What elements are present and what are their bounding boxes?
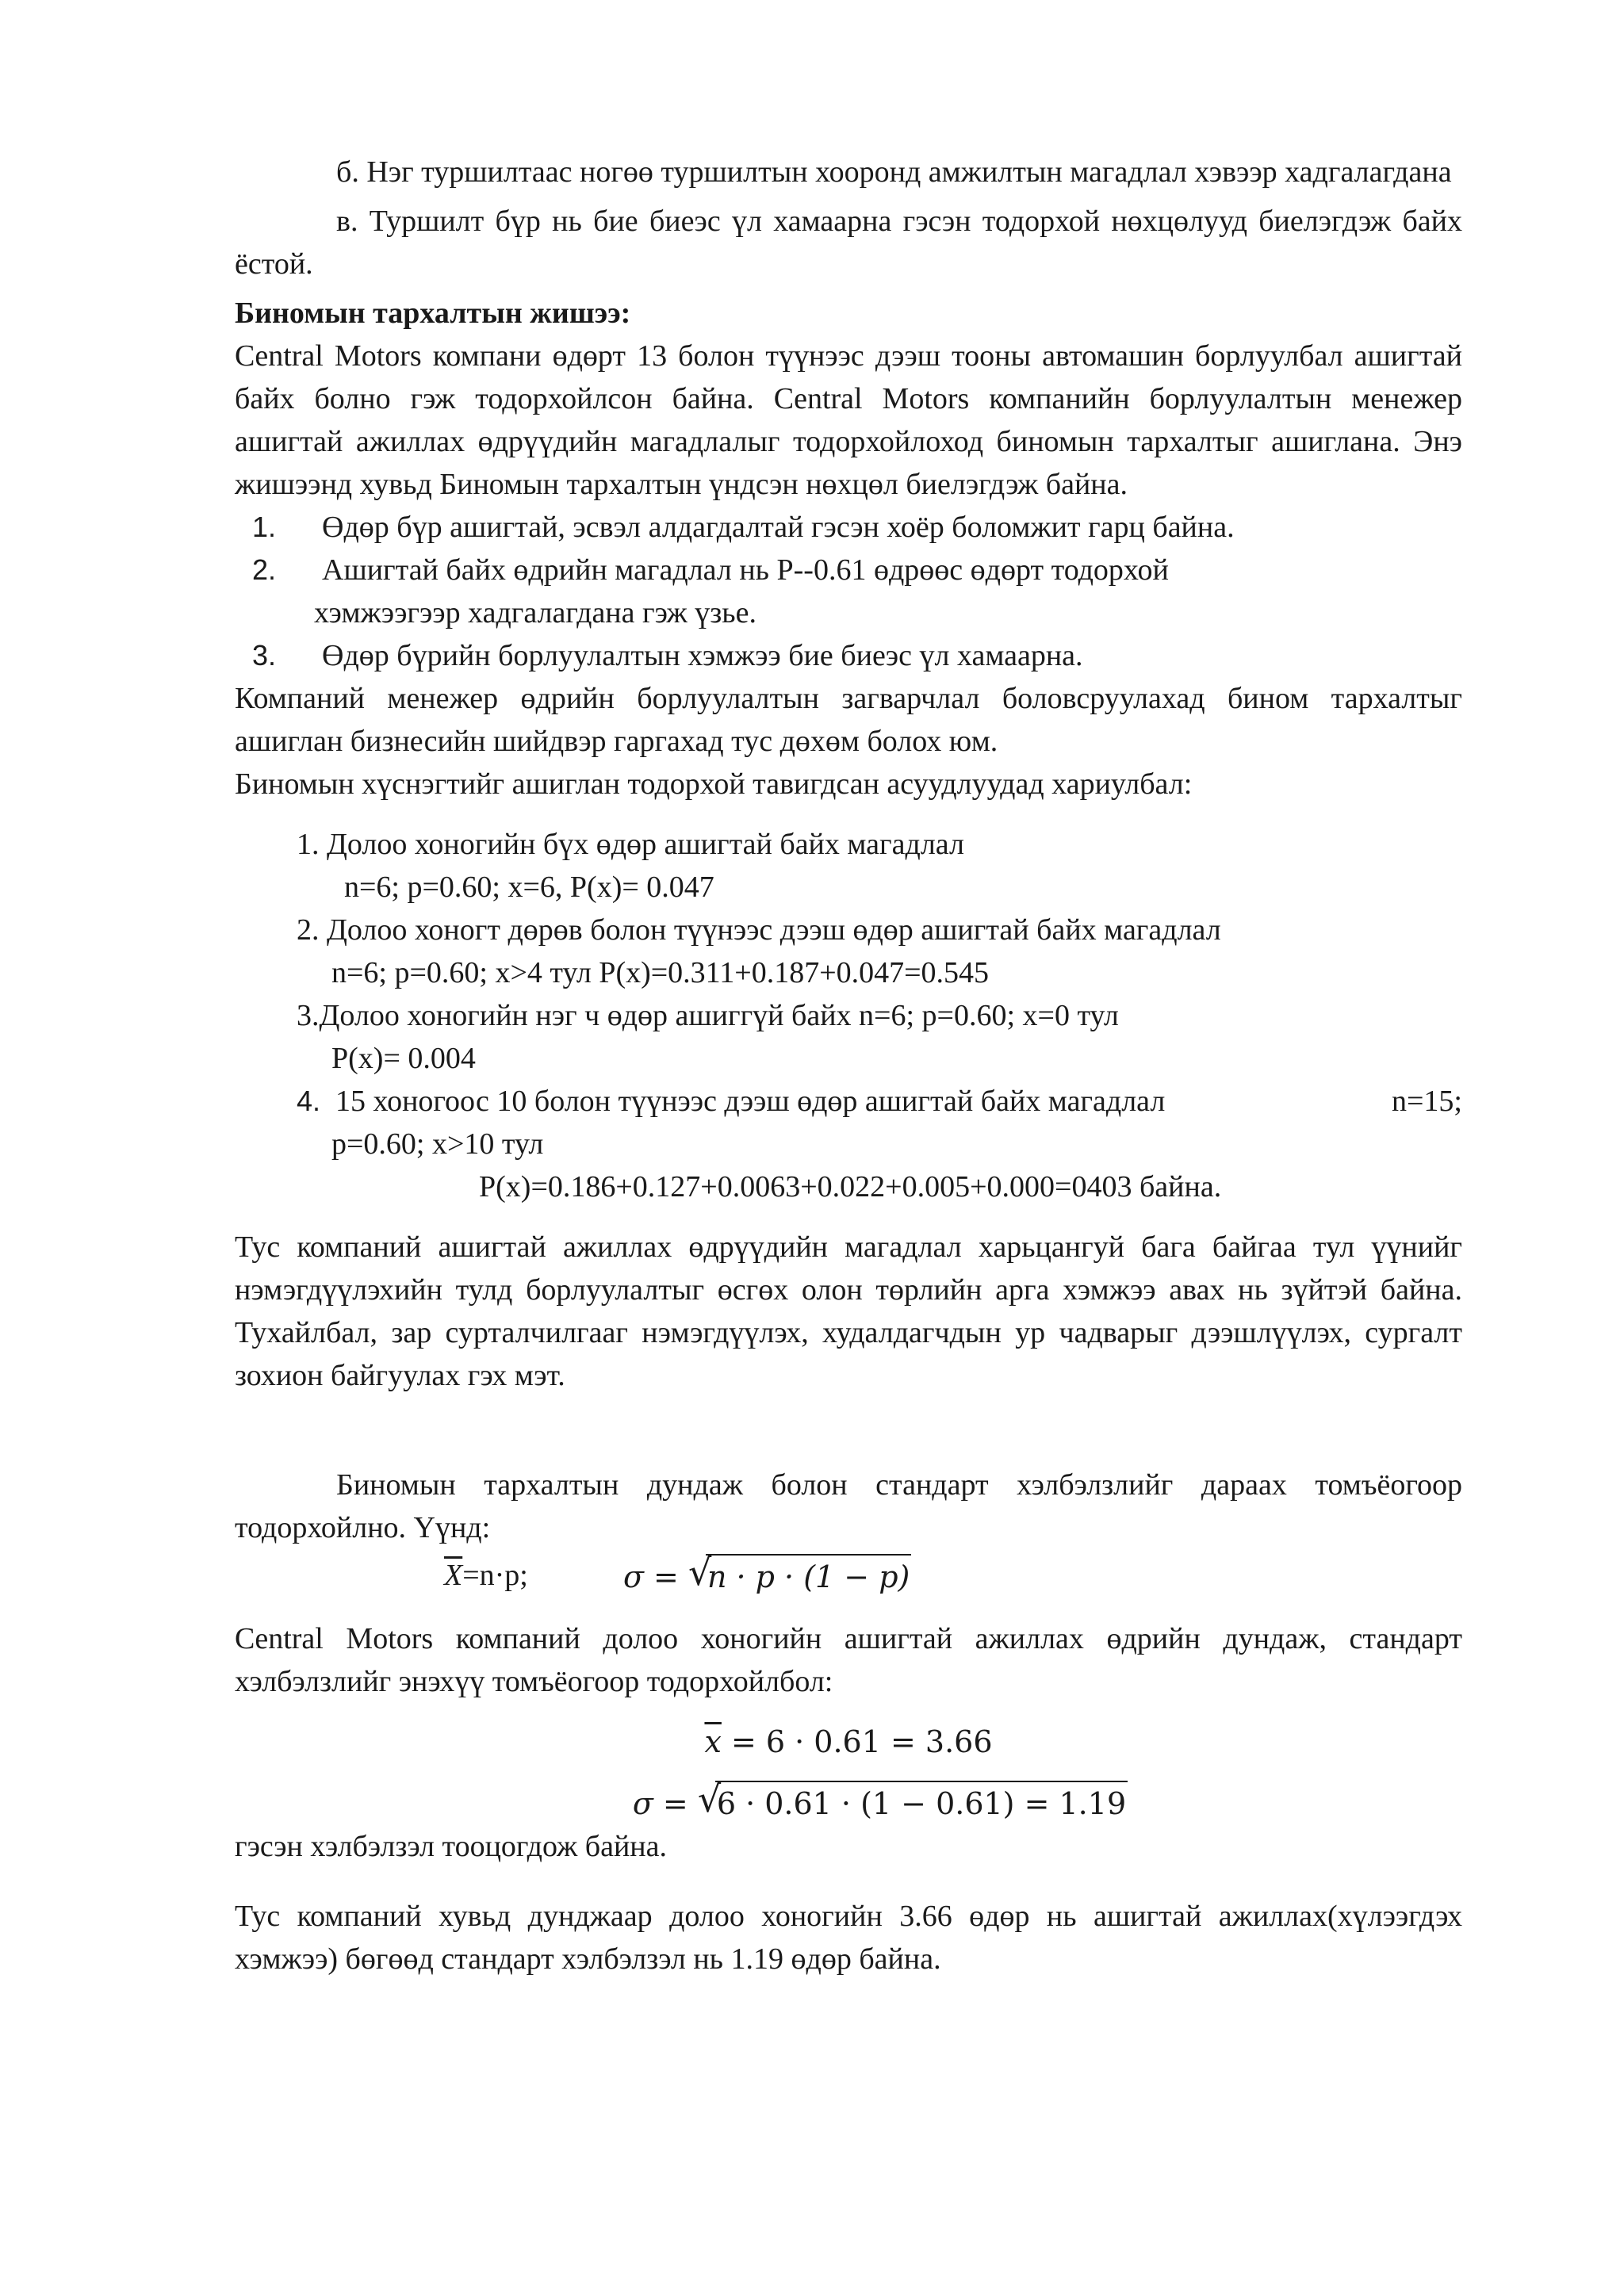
condition-v: в. Туршилт бүр нь бие биеэс үл хамаарна гэсэн тодорхой нөхцөлууд биелэгдэж байх ёстой. — [235, 205, 1462, 281]
list-text: Өдөр бүр ашигтай, эсвэл алдагдалтай гэсэн хоёр боломжит гарц байна. — [322, 511, 1235, 544]
condition-b: б. Нэг туршилтаас ногөө туршилтын хооронд амжилтын магадлал хэвээр хадгалагдана — [336, 155, 1452, 189]
manager-paragraph: Компаний менежер өдрийн борлуулалтын загварчлал боловсруулахад бином тархалтыг ашиглан бизнесийн шийдвэр гаргахад тус дөхөм болох юм. — [235, 682, 1462, 758]
list-continuation: хэмжээгээр хадгалагдана гэж үзье. — [314, 596, 756, 629]
mean-formula — [444, 1554, 528, 1597]
list-number: 1. — [252, 511, 277, 543]
question-4 — [297, 1080, 1462, 1123]
list-text: Ашигтай байх өдрийн магадлал нь P--0.61 өдрөөс өдөрт тодорхой — [322, 553, 1169, 587]
question-3: 3.Долоо хоногийн нэг ч өдөр ашиггүй байх n=6; p=0.60; x=0 тул — [297, 999, 1119, 1032]
question-1-values: n=6; p=0.60; x=6, P(x)= 0.047 — [344, 871, 714, 904]
question-4-result: P(x)=0.186+0.127+0.0063+0.022+0.005+0.000=0403 байна. — [479, 1170, 1222, 1203]
questions-list — [235, 823, 1462, 1208]
central-paragraph: Central Motors компаний долоо хоногийн ашигтай ажиллах өдрийн дундаж, стандарт хэлбэлзлийг энэхүү томъёогоор тодорхойлбол: — [235, 1622, 1462, 1698]
question-4-n: n=15; — [1392, 1085, 1462, 1118]
final-paragraph: Тус компаний хувьд дунджаар долоо хоногийн 3.66 өдөр нь ашигтай ажиллах(хүлээгдэх хэмжээ) бөгөөд стандарт хэлбэлзэл нь 1.19 өдөр байна. — [235, 1900, 1462, 1976]
mean-calculation — [235, 1720, 1462, 1763]
list-item — [235, 506, 1462, 549]
question-4-values: p=0.60; x>10 тул — [331, 1127, 544, 1161]
question-2: 2. Долоо хоногт дөрөв болон түүнээс дээш өдөр ашигтай байх магадлал — [297, 913, 1221, 947]
sigma-lhs: σ = — [623, 1559, 688, 1594]
mean-symbol: $\overline{X}$ — [444, 1559, 463, 1592]
sigma-radicand: n · p · (1 − p) — [706, 1554, 911, 1598]
mean-sd-paragraph: Биномын тархалтын дундаж болон стандарт хэлбэлзлийг дараах томъёогоор тодорхойлно. Үүнд: — [235, 1468, 1462, 1544]
calc-sigma-radicand: 6 · 0.61 · (1 − 0.61) = 1.19 — [715, 1781, 1128, 1825]
question-4-text: 15 хоногоос 10 болон түүнээс дээш өдөр ашигтай байх магадлал — [335, 1085, 1166, 1118]
calc-sigma-lhs: σ = — [632, 1786, 698, 1821]
list-text: Өдөр бүрийн борлуулалтын хэмжээ бие биеэс үл хамаарна. — [322, 639, 1083, 672]
binomial-formulas — [235, 1552, 1462, 1600]
calc-mean-symbol: $\overline{x}$ — [704, 1724, 722, 1759]
conclusion-paragraph: Тус компаний ашигтай ажиллах өдрүүдийн магадлал харьцангуй бага байгаа тул үүнийг нэмэгдүүлэхийн тулд борлуулалтыг өсгөх олон төрлийн арга хэмжээ авах нь зүйтэй байна. Тухайлбал, зар сурталчилгааг нэмэгдүүлэх, худалдагчдын ур чадварыг дээшлүүлэх, сургалт зохион байгуулах гэх мэт. — [235, 1230, 1462, 1392]
sqrt-sign — [688, 1551, 911, 1598]
sigma-formula — [623, 1551, 911, 1598]
list-item — [235, 549, 1462, 591]
list-number: 3. — [252, 639, 277, 672]
mean-expression: =n·p; — [462, 1559, 528, 1592]
radical-icon: √ — [688, 1551, 712, 1594]
example-heading: Биномын тархалтын жишээ: — [235, 297, 631, 330]
radical-icon: √ — [697, 1777, 722, 1820]
question-2-values: n=6; p=0.60; x>4 тул P(x)=0.311+0.187+0.047=0.545 — [331, 956, 990, 989]
question-4-number: 4. — [297, 1085, 321, 1117]
list-item — [235, 634, 1462, 677]
list-number: 2. — [252, 553, 277, 586]
table-intro: Биномын хүснэгтийг ашиглан тодорхой тавигдсан асуудлуудад хариулбал: — [235, 767, 1193, 801]
conditions-list — [235, 506, 1462, 677]
document-page — [235, 151, 1462, 1980]
question-1: 1. Долоо хоногийн бүх өдөр ашигтай байх магадлал — [297, 828, 964, 861]
calc-sqrt-sign — [697, 1777, 1128, 1825]
deviation-line: гэсэн хэлбэлзэл тооцогдож байна. — [235, 1830, 667, 1863]
calc-mean-expression: = 6 · 0.61 = 3.66 — [721, 1724, 993, 1759]
example-intro: Central Motors компани өдөрт 13 болон түүнээс дээш тооны автомашин борлуулбал ашигтай байх болно гэж тодорхойлсон байна. Central Motors компанийн борлуулалтын менежер ашигтай ажиллах өдрүүдийн магадлалыг тодорхойлоход биномын тархалтыг ашиглана. Энэ жишээнд хувьд Биномын тархалтын үндсэн нөхцөл биелэгдэж байна. — [235, 339, 1462, 501]
sigma-calculation — [235, 1777, 1462, 1825]
question-4-left — [297, 1080, 1165, 1123]
question-3-values: P(x)= 0.004 — [331, 1042, 476, 1075]
